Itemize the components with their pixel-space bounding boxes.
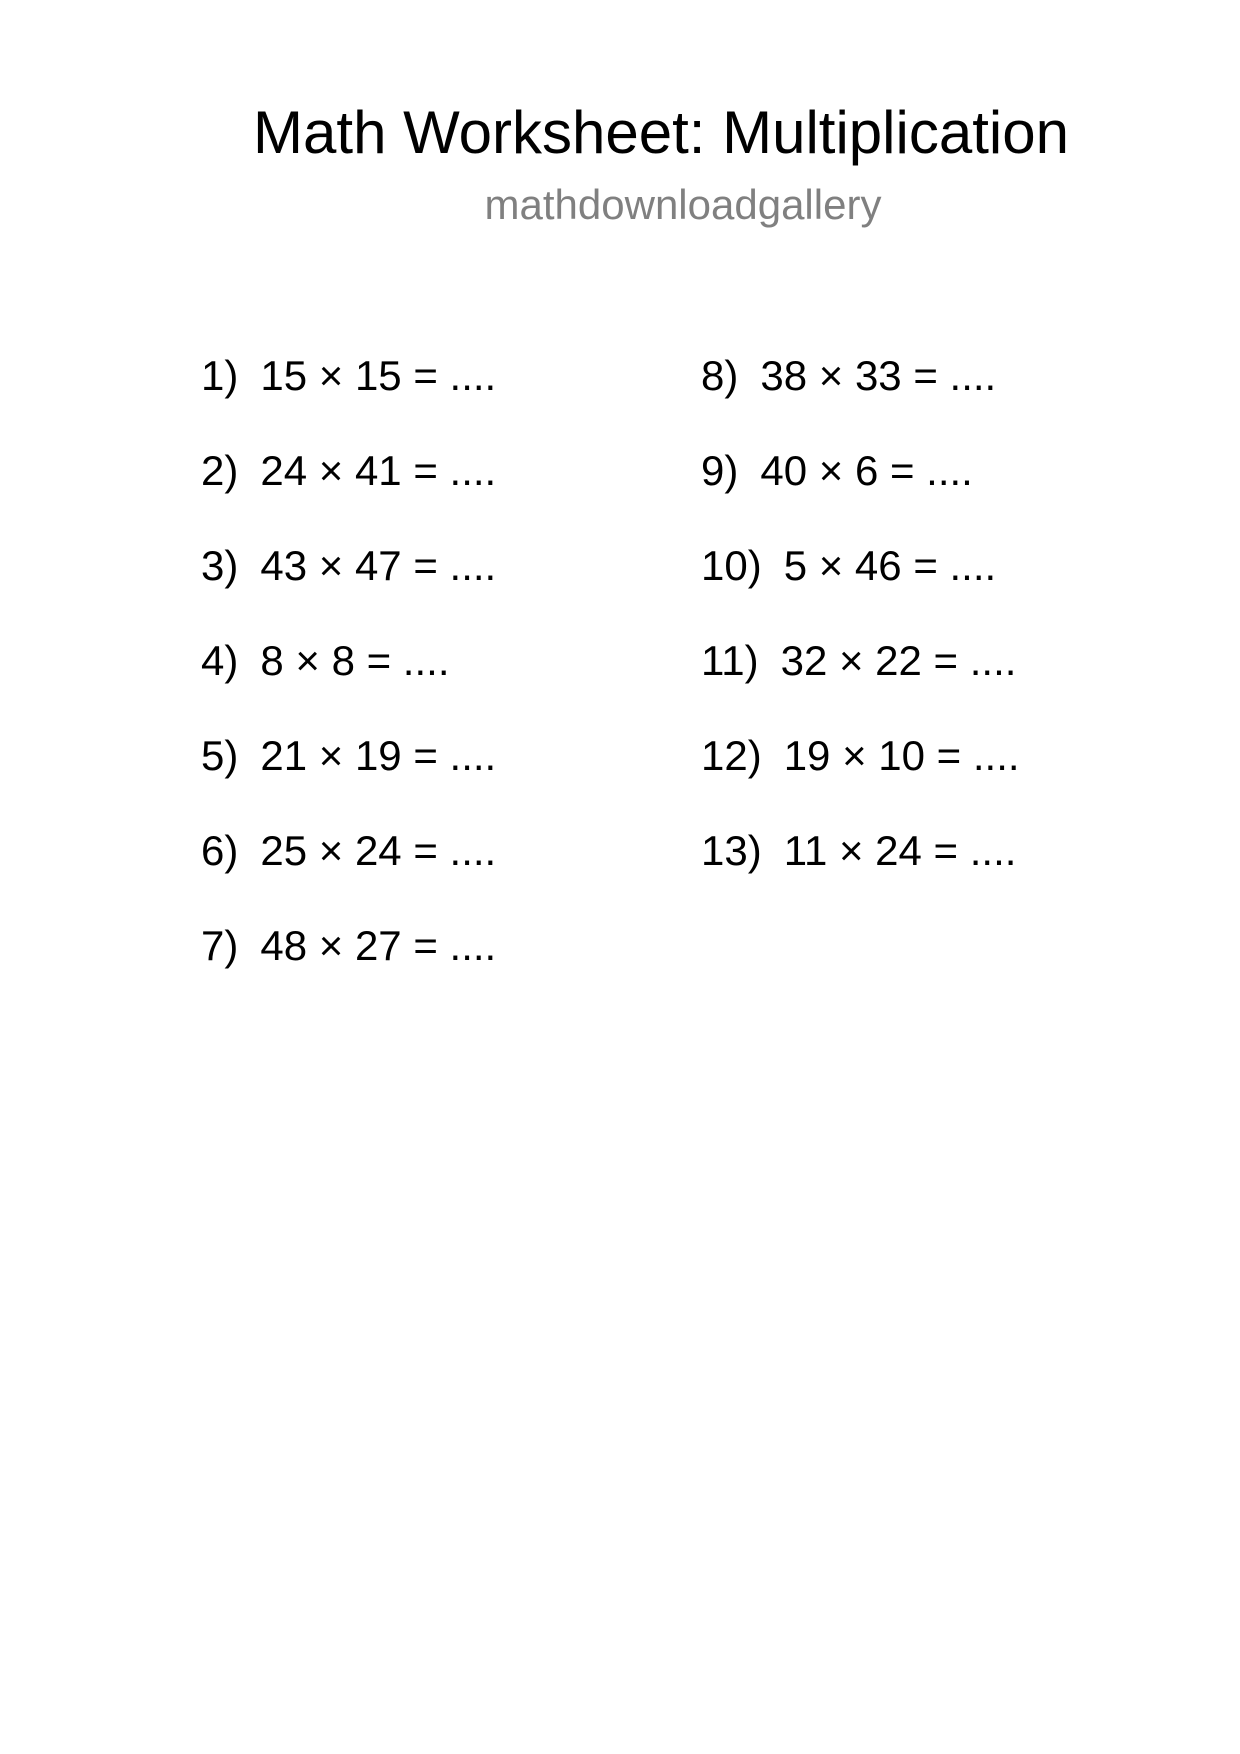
problem-expression: 40 × 6 = ....: [760, 447, 973, 494]
problem-expression: 48 × 27 = ....: [260, 922, 497, 969]
problem-number: 7): [201, 922, 239, 969]
problem-expression: 21 × 19 = ....: [260, 732, 497, 779]
problem-number: 11): [701, 637, 759, 684]
worksheet-title: Math Worksheet: Multiplication: [253, 99, 1069, 166]
problem-number: 1): [201, 352, 239, 399]
problem-number: 12): [701, 732, 762, 779]
problem-item: [201, 825, 496, 920]
problem-expression: 8 × 8 = ....: [260, 637, 450, 684]
problems-right-column: [701, 350, 1020, 920]
problem-expression: 5 × 46 = ....: [783, 542, 997, 589]
problem-item: [201, 635, 496, 730]
problem-item: [701, 635, 1020, 730]
problem-expression: 43 × 47 = ....: [260, 542, 497, 589]
problem-item: [701, 445, 1020, 540]
problems-left-column: [201, 350, 496, 1015]
problem-number: 10): [701, 542, 762, 589]
problem-number: 8): [701, 352, 739, 399]
problem-number: 5): [201, 732, 239, 779]
problem-number: 6): [201, 827, 239, 874]
problem-item: [201, 540, 496, 635]
problem-expression: 11 × 24 = ....: [783, 827, 1017, 874]
problem-item: [201, 445, 496, 540]
problem-number: 2): [201, 447, 239, 494]
problem-item: [701, 825, 1020, 920]
problem-expression: 32 × 22 = ....: [780, 637, 1017, 684]
problem-item: [201, 730, 496, 825]
problem-number: 3): [201, 542, 239, 589]
problem-item: [701, 540, 1020, 635]
problem-expression: 19 × 10 = ....: [783, 732, 1020, 779]
worksheet-subtitle: mathdownloadgallery: [484, 181, 882, 228]
problem-expression: 15 × 15 = ....: [260, 352, 497, 399]
problem-item: [701, 350, 1020, 445]
problem-item: [701, 730, 1020, 825]
problem-expression: 38 × 33 = ....: [760, 352, 997, 399]
problem-number: 4): [201, 637, 239, 684]
problem-number: 13): [701, 827, 762, 874]
problem-expression: 25 × 24 = ....: [260, 827, 497, 874]
problem-expression: 24 × 41 = ....: [260, 447, 497, 494]
problem-number: 9): [701, 447, 739, 494]
problem-item: [201, 920, 496, 1015]
problem-item: [201, 350, 496, 445]
